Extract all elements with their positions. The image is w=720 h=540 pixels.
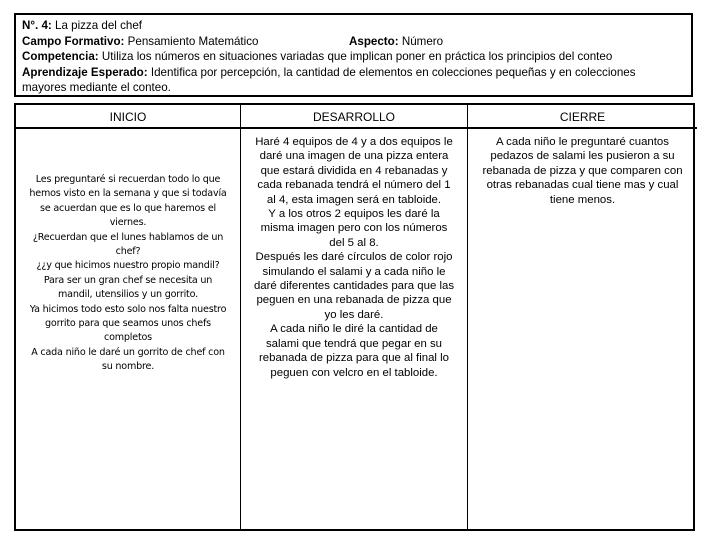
inicio-line: ¿¿y que hicimos nuestro propio mandil? bbox=[36, 260, 220, 272]
cierre-line: rebanada de pizza y que comparen con bbox=[482, 164, 683, 177]
activity-number-label: N°. 4: bbox=[22, 19, 52, 32]
competencia-line bbox=[22, 49, 685, 65]
inicio-line: gorrito para que seamos unos chefs bbox=[45, 318, 211, 330]
aprendizaje-line-2 bbox=[22, 80, 685, 96]
desarrollo-line: daré diferentes cantidades para que las bbox=[253, 280, 455, 293]
desarrollo-line: que estará dividida en 4 rebanadas y bbox=[260, 164, 448, 177]
desarrollo-line: Después les daré círculos de color rojo bbox=[255, 251, 453, 264]
inicio-line: hemos visto en la semana y que si todavía bbox=[29, 188, 227, 200]
aprendizaje-line bbox=[22, 65, 685, 81]
header-cierre: CIERRE bbox=[468, 105, 697, 129]
cierre-cell bbox=[468, 129, 697, 529]
aprendizaje-label: Aprendizaje Esperado: bbox=[22, 65, 148, 79]
cierre-line: tiene menos. bbox=[549, 193, 616, 206]
desarrollo-line: al 4, esta imagen será en tabloide. bbox=[266, 193, 442, 206]
aspecto-label: Aspecto: bbox=[349, 34, 399, 48]
inicio-line: completos bbox=[104, 332, 152, 344]
inicio-line: se acuerdan que es lo que haremos el bbox=[40, 202, 216, 214]
aprendizaje-value-line2: mayores mediante el conteo. bbox=[22, 81, 171, 94]
desarrollo-line: del 5 al 8. bbox=[329, 236, 379, 249]
inicio-line: mandil, utensilios y un gorrito. bbox=[58, 289, 198, 301]
inicio-line: Ya hicimos todo esto solo nos falta nuestro bbox=[29, 303, 227, 315]
desarrollo-line: A cada niño le diré la cantidad de bbox=[270, 323, 438, 336]
desarrollo-line: cada rebanada tendrá el número del 1 bbox=[257, 179, 451, 192]
cierre-line: A cada niño le preguntaré cuantos bbox=[496, 136, 669, 148]
desarrollo-line: peguen en una rebanada de pizza que bbox=[256, 294, 452, 307]
aprendizaje-value-line1: Identifica por percepción, la cantidad de elementos en colecciones pequeñas y en colecciones bbox=[150, 65, 636, 79]
activity-number-line bbox=[22, 18, 685, 34]
campo-formativo-label: Campo Formativo: bbox=[22, 34, 125, 48]
desarrollo-line: Haré 4 equipos de 4 y a dos equipos le bbox=[255, 136, 453, 148]
inicio-line: ¿Recuerdan que el lunes hablamos de un bbox=[32, 231, 224, 243]
inicio-line: A cada niño le daré un gorrito de chef con bbox=[31, 346, 225, 358]
desarrollo-line: simulando el salami y a cada niño le bbox=[262, 265, 446, 278]
aspecto-group bbox=[349, 34, 443, 50]
cierre-line: otras rebanadas cual tiene mas y cual bbox=[486, 179, 679, 192]
desarrollo-line: Y a los otros 2 equipos les daré la bbox=[268, 208, 440, 221]
campo-formativo-line bbox=[22, 34, 685, 50]
desarrollo-line: rebanada de pizza para que al final lo bbox=[259, 352, 449, 365]
inicio-line: su nombre. bbox=[101, 361, 155, 373]
competencia-value: Utiliza los números en situaciones variadas que implican poner en práctica los principios del conteo bbox=[101, 50, 613, 63]
header-desarrollo: DESARROLLO bbox=[241, 105, 468, 129]
header-inicio: INICIO bbox=[16, 105, 241, 129]
inicio-cell bbox=[16, 129, 241, 529]
competencia-label: Competencia: bbox=[22, 50, 99, 63]
activity-number-value: La pizza del chef bbox=[55, 19, 143, 32]
inicio-line: Para ser un gran chef se necesita un bbox=[43, 274, 213, 286]
desarrollo-cell bbox=[241, 129, 468, 529]
desarrollo-line: daré una imagen de una pizza entera bbox=[259, 150, 449, 163]
plan-header bbox=[14, 13, 693, 97]
cierre-line: pedazos de salami les pusieron a su bbox=[490, 150, 675, 163]
activity-table bbox=[14, 103, 695, 531]
inicio-line: chef? bbox=[115, 246, 141, 258]
aspecto-value: Número bbox=[401, 34, 444, 48]
inicio-line: Les preguntaré si recuerdan todo lo que bbox=[35, 174, 221, 185]
inicio-line: viernes. bbox=[109, 217, 147, 229]
desarrollo-line: peguen con velcro en el tabloide. bbox=[270, 366, 438, 379]
desarrollo-line: yo les daré. bbox=[324, 308, 384, 321]
campo-formativo-value: Pensamiento Matemático bbox=[127, 34, 259, 48]
desarrollo-line: misma imagen pero con los números bbox=[260, 222, 448, 235]
desarrollo-line: salami que tendrá que pegar en su bbox=[265, 337, 443, 350]
